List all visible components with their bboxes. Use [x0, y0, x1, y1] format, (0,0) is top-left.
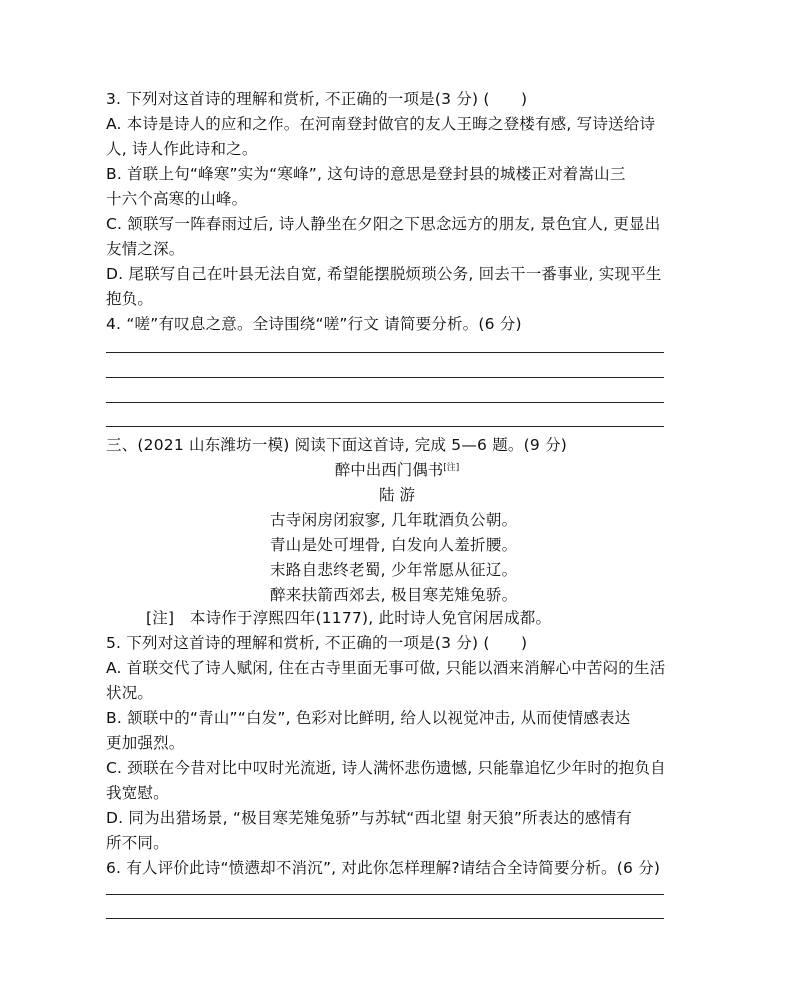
question-5-option-a-line2: 状况。 [106, 684, 154, 702]
poem-title-text: 醉中出西门偶书 [334, 461, 444, 479]
poem-line: 末路自悲终老蜀, 少年常愿从征辽。 [270, 561, 518, 579]
question-3-option-a-line1: A. 本诗是诗人的应和之作。在河南登封做官的友人王晦之登楼有感, 写诗送给诗 [106, 115, 656, 133]
question-4-stem: 4. “嗟”有叹息之意。全诗围绕“嗟”行文 请简要分析。(6 分) [106, 315, 522, 333]
question-5-option-b-line2: 更加强烈。 [106, 734, 185, 752]
question-3-option-d-line2: 抱负。 [106, 290, 154, 308]
poem-line: 醉来扶箭西郊去, 极目寒芜雉兔骄。 [270, 586, 518, 604]
question-3-option-d-line1: D. 尾联写自己在叶县无法自宽, 希望能摆脱烦琐公务, 回去干一番事业, 实现平生 [106, 265, 662, 283]
question-3-option-c-line1: C. 颔联写一阵春雨过后, 诗人静坐在夕阳之下思念远方的朋友, 景色宜人, 更显出 [106, 215, 661, 233]
answer-line[interactable] [106, 426, 664, 427]
answer-line[interactable] [106, 894, 664, 895]
question-5-option-d-line2: 所不同。 [106, 834, 169, 852]
question-5-option-c-line2: 我宽慰。 [106, 784, 169, 802]
poem-line: 古寺闲房闭寂寥, 几年耽酒负公朝。 [270, 511, 518, 529]
question-3-option-c-line2: 友情之深。 [106, 240, 185, 258]
question-5-option-c-line1: C. 颈联在今昔对比中叹时光流逝, 诗人满怀悲伤遗憾, 只能靠追忆少年时的抱负自 [106, 759, 666, 777]
poem-title [0, 459, 794, 481]
poem-annotation: [注] 本诗作于淳熙四年(1177), 此时诗人免官闲居成都。 [146, 609, 552, 627]
question-3-option-b-line1: B. 首联上句“峰寒”实为“寒峰”, 这句诗的意思是登封县的城楼正对着嵩山三 [106, 165, 626, 183]
question-6-stem: 6. 有人评价此诗“愤懑却不消沉”, 对此你怎样理解?请结合全诗简要分析。(6 分) [106, 859, 661, 877]
answer-line[interactable] [106, 377, 664, 378]
poem-note-mark: [注] [443, 463, 460, 473]
question-5-stem: 5. 下列对这首诗的理解和赏析, 不正确的一项是(3 分) ( ) [106, 634, 528, 652]
question-3-stem: 3. 下列对这首诗的理解和赏析, 不正确的一项是(3 分) ( ) [106, 90, 528, 108]
section-3-heading: 三、(2021 山东潍坊一模) 阅读下面这首诗, 完成 5—6 题。(9 分) [106, 436, 568, 454]
answer-line[interactable] [106, 918, 664, 919]
question-5-option-d-line1: D. 同为出猎场景, “极目寒芜雉兔骄”与苏轼“西北望 射天狼”所表达的感情有 [106, 809, 632, 827]
answer-line[interactable] [106, 402, 664, 403]
question-3-option-b-line2: 十六个高寒的山峰。 [106, 190, 248, 208]
answer-line[interactable] [106, 352, 664, 353]
question-5-option-b-line1: B. 颔联中的“青山”“白发”, 色彩对比鲜明, 给人以视觉冲击, 从而使情感表达 [106, 709, 631, 727]
poem-author: 陆 游 [379, 486, 415, 504]
question-3-option-a-line2: 人, 诗人作此诗和之。 [106, 140, 258, 158]
question-5-option-a-line1: A. 首联交代了诗人赋闲, 住在古寺里面无事可做, 只能以酒来消解心中苦闷的生活 [106, 659, 666, 677]
poem-line: 青山是处可埋骨, 白发向人羞折腰。 [270, 536, 518, 554]
